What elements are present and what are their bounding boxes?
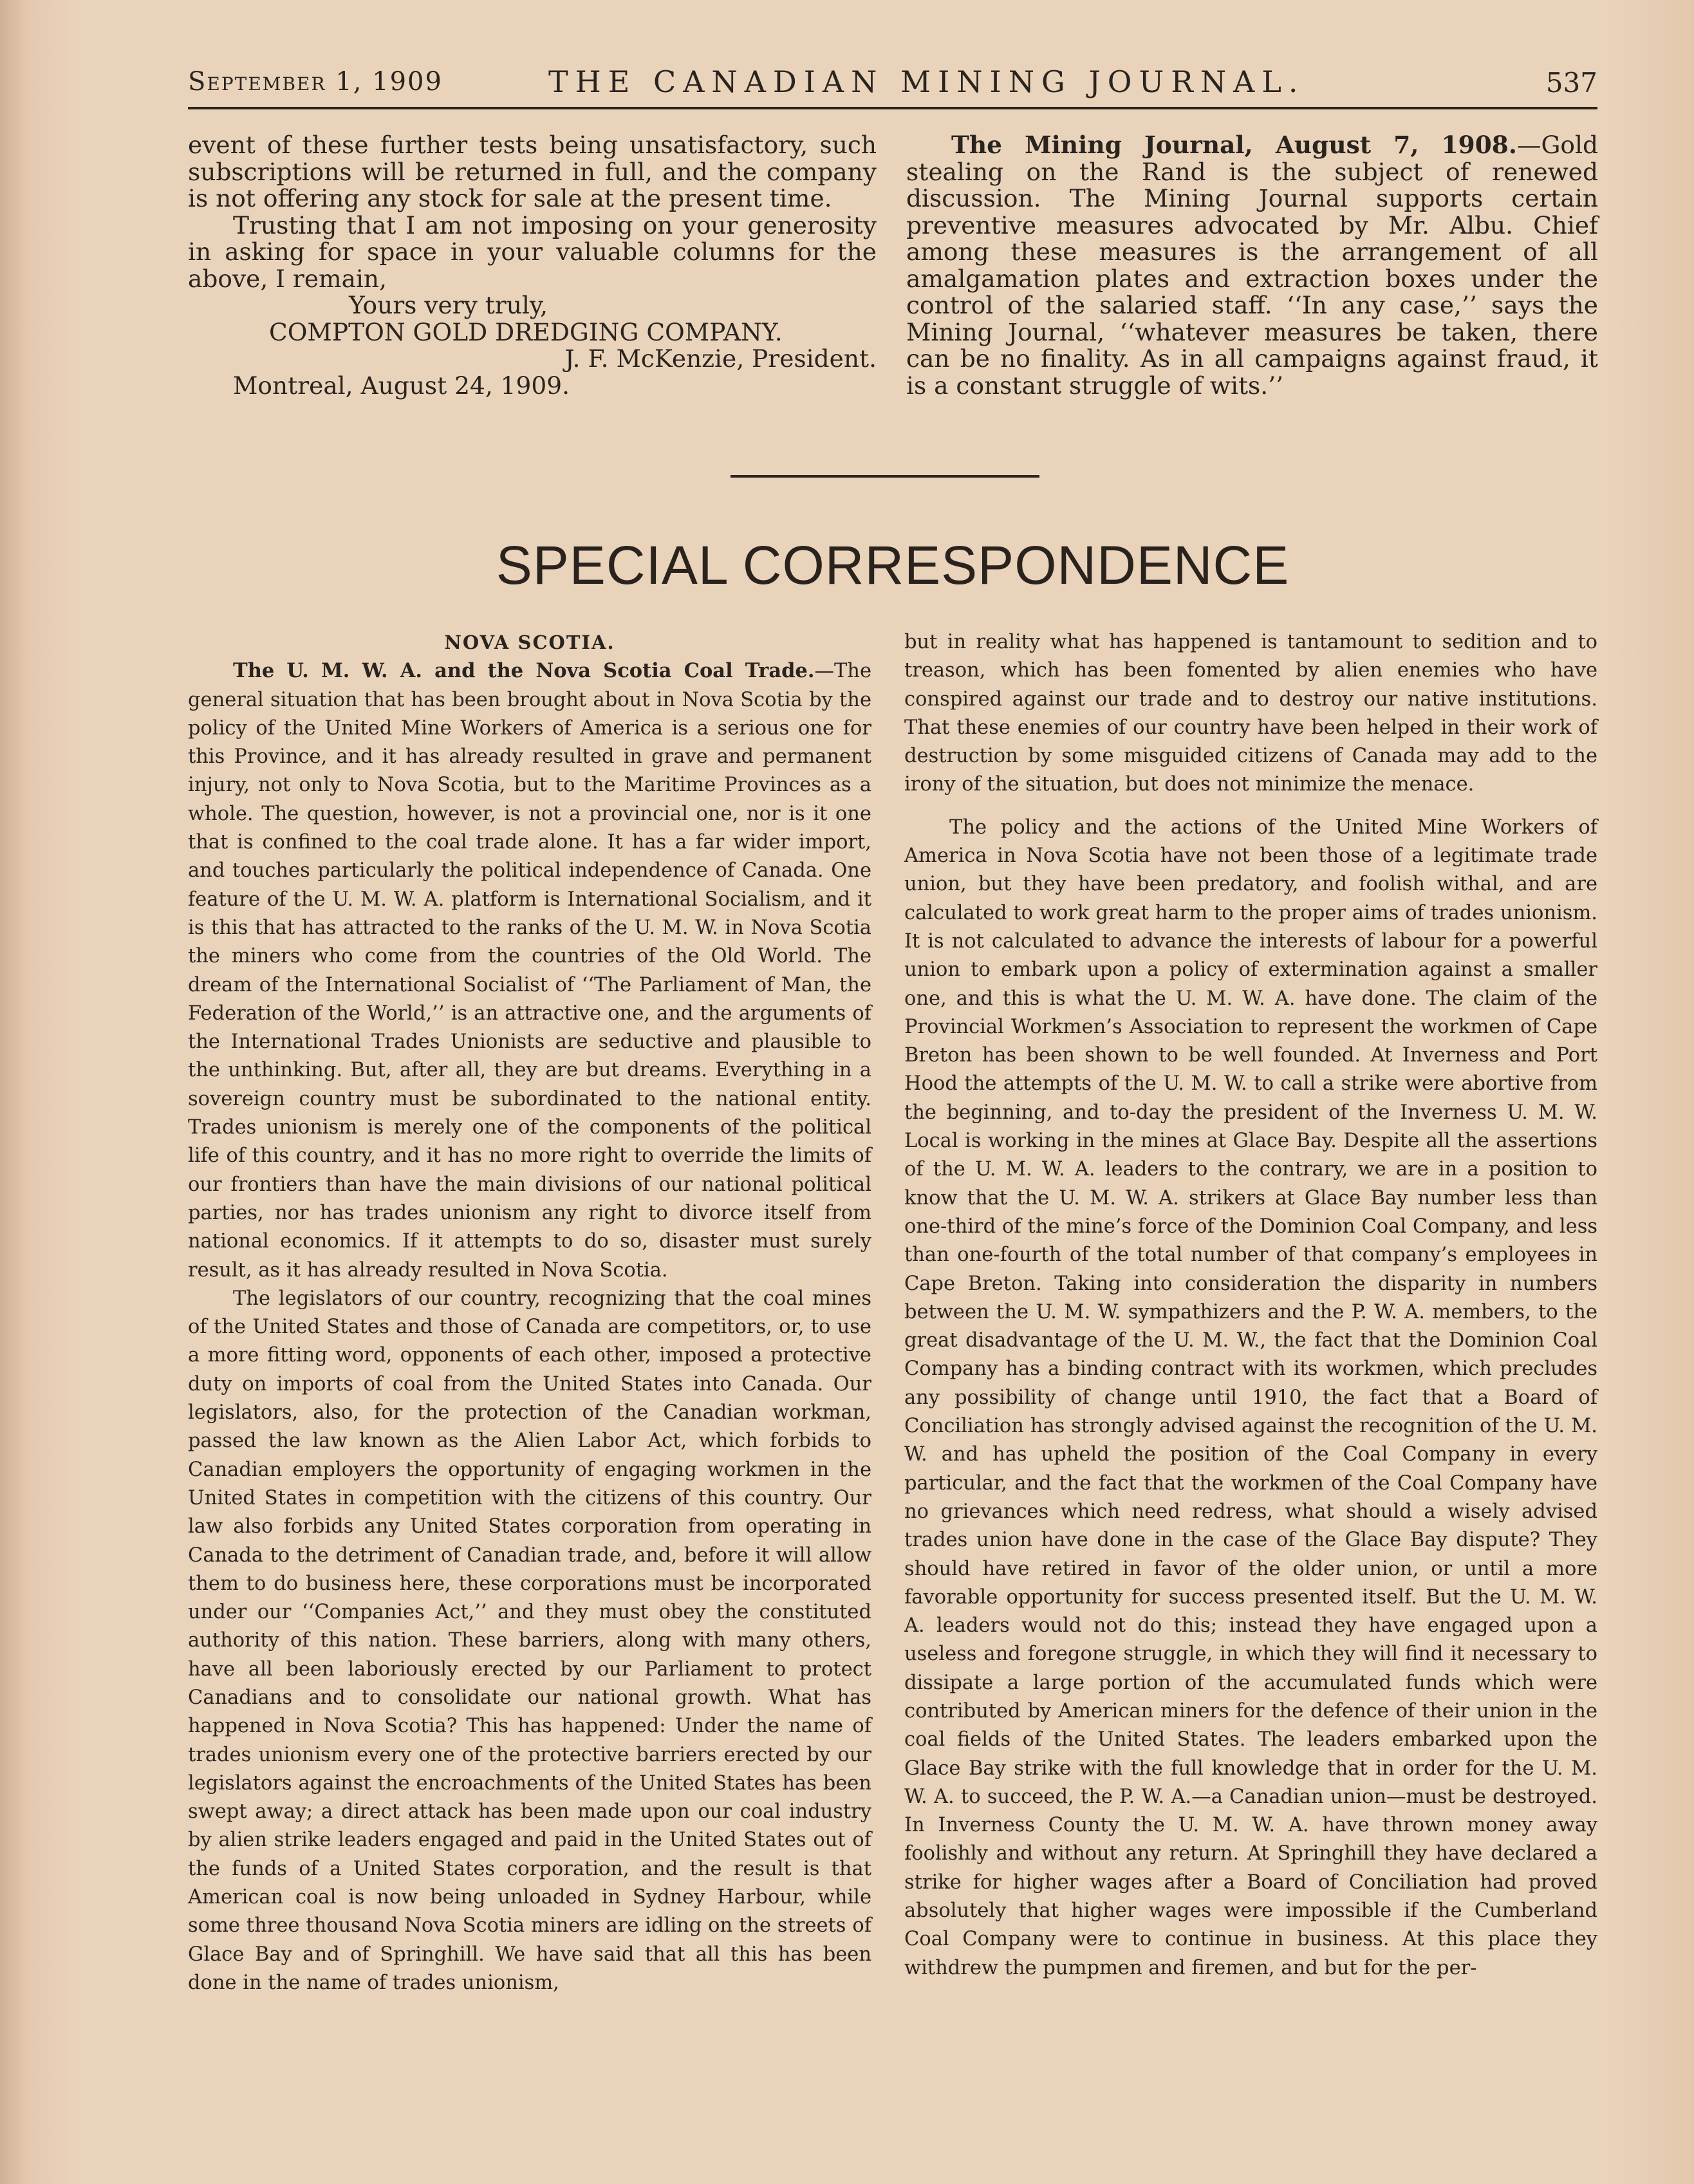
article-column-right — [904, 628, 1597, 1983]
section-title: SPECIAL CORRESPONDENCE — [496, 535, 1290, 595]
section-divider — [731, 475, 1039, 478]
article-column-left — [188, 628, 871, 1997]
press-extract — [906, 132, 1598, 399]
article-text: —The general situation that has been brought about in Nova Scotia by the policy of the United Mine Workers of America is a serious one for this Province, and it has already resulted in grave and permanent injury, not only to Nova Scotia, but to the Maritime Provinces as a whole. The question, however, is not a provincial one, nor is it one that is confined to the coal trade alone. It has a far wider import, and touches particularly the political independence of Canada. One feature of the U. M. W. A. platform is International Socialism, and it is this that has attracted to the ranks of the U. M. W. in Nova Scotia the miners who come from the countries of the Old World. The dream of the International Socialist of ‘‘The Parliament of Man, the Federation of the World,’’ is an attractive one, and the arguments of the International Trades Unionists are seductive and plausible to the unthinking. But, after all, they are but dreams. Everything in a sovereign country must be subordinated to the national entity. Trades unionism is merely one of the components of the political life of this country, and it has no more right to override the limits of our frontiers than have the main divisions of our national political parties, nor has trades unionism any right to divorce itself from national economics. If it attempts to do so, disaster must surely result, as it has already resulted in Nova Scotia. — [188, 660, 871, 1282]
article-region-heading: NOVA SCOTIA. — [444, 631, 615, 653]
press-extract-body: —Gold stealing on the Rand is the subject of renewed discussion. The Mining Journal supports certain preventive measures advocated by Mr. Albu. Chief among these measures is the arrangement of all amalgamation plates and extraction boxes under the control of the salaried staff. ‘‘In any case,’’ says the Mining Journal, ‘‘whatever measures be taken, there can be no finality. As in all campaigns against fraud, it is a constant struggle of wits.’’ — [906, 131, 1598, 400]
letter-closing: Yours very truly, — [349, 291, 548, 319]
letter-signer: J. F. McKenzie, President. — [564, 344, 877, 373]
letter-place-date: Montreal, August 24, 1909. — [233, 371, 570, 400]
letter-paragraph: event of these further tests being unsatisfactory, such subscriptions will be returned in full, and the company is not offering any stock for sale at the present time. — [188, 131, 877, 212]
letter-column — [188, 132, 877, 399]
letter-company: COMPTON GOLD DREDGING COMPANY. — [269, 317, 783, 346]
press-extract-column — [906, 132, 1598, 399]
header-date: September 1, 1909 — [188, 67, 443, 97]
article-lead: The U. M. W. A. and the Nova Scotia Coal Trade. — [233, 659, 815, 683]
page-number: 537 — [1545, 67, 1597, 98]
journal-title: THE CANADIAN MINING JOURNAL. — [548, 64, 1305, 99]
article-paragraph: but in reality what has happened is tantamount to sedition and to treason, which has been fomented by alien enemies who have conspired against our trade and to destroy our native institutions. That these enemies of our country have been helped in their work of destruction by some misguided citizens of Canada may add to the irony of the situation, but does not minimize the menace. — [904, 631, 1597, 796]
article-paragraph: The policy and the actions of the United Mine Workers of America in Nova Scotia have not been those of a legitimate trade union, but they have been predatory, and foolish withal, and are calculated to work great harm to the proper aims of trades unionism. It is not calculated to advance the interests of labour for a powerful union to embark upon a policy of extermination against a smaller one, and this is what the U. M. W. A. have done. The claim of the Provincial Workmen’s Association to represent the workmen of Cape Breton has been shown to be well founded. At Inverness and Port Hood the attempts of the U. M. W. to call a strike were abortive from the beginning, and to-day the president of the Inverness U. M. W. Local is working in the mines at Glace Bay. Despite all the assertions of the U. M. W. A. leaders to the contrary, we are in a position to know that the U. M. W. A. strikers at Glace Bay number less than one-third of the mine’s force of the Dominion Coal Company, and less than one-fourth of the total number of that company’s employees in Cape Breton. Taking into consideration the disparity in numbers between the U. M. W. sympathizers and the P. W. A. members, to the great disadvantage of the U. M. W., the fact that the Dominion Coal Company has a binding contract with its workmen, which precludes any possibility of change until 1910, the fact that a Board of Conciliation has strongly advised against the recognition of the U. M. W. and has upheld the position of the Coal Company in every particular, and the fact that the workmen of the Coal Company have no grievances which need redress, what should a wisely advised trades union have done in the case of the Glace Bay dispute? They should have retired in favor of the older union, or until a more favorable opportunity for success presented itself. But the U. M. W. A. leaders would not do this; instead they have engaged upon a useless and foregone struggle, in which they will find it necessary to dissipate a large portion of the accumulated funds which were contributed by American miners for the defence of their union in the coal fields of the United States. The leaders embarked upon the Glace Bay strike with the full knowledge that in order for the U. M. W. A. to succeed, the P. W. A.—a Canadian union—must be destroyed. In Inverness County the U. M. W. A. have thrown money away foolishly and without any return. At Springhill they have declared a strike for higher wages after a Board of Conciliation had proved absolutely that higher wages were impossible if the Cumberland Coal Company were to continue in business. At this place they withdrew the pumpmen and firemen, and but for the per- — [904, 816, 1597, 1979]
letter-paragraph: Trusting that I am not imposing on your generosity in asking for space in your valuable columns for the above, I remain, — [188, 210, 877, 293]
running-header — [188, 62, 1597, 109]
article-paragraph — [188, 657, 871, 1285]
article-paragraph: The legislators of our country, recognizing that the coal mines of the United States and those of Canada are competitors, or, to use a more fitting word, opponents of each other, imposed a protective duty on imports of coal from the United States into Canada. Our legislators, also, for the protection of the Canadian workman, passed the law known as the Alien Labor Act, which forbids to Canadian employers the opportunity of engaging workmen in the United States in competition with the citizens of this country. Our law also forbids any United States corporation from operating in Canada to the detriment of Canadian trade, and, before it will allow them to do business here, these corporations must be incorporated under our ‘‘Companies Act,’’ and they must obey the constituted authority of this nation. These barriers, along with many others, have all been laboriously erected by our Parliament to protect Canadians and to consolidate our national growth. What has happened in Nova Scotia? This has happened: Under the name of trades unionism every one of the protective barriers erected by our legislators against the encroachments of the United States has been swept away; a direct attack has been made upon our coal industry by alien strike leaders engaged and paid in the United States out of the funds of a United States corporation, and the result is that American coal is now being unloaded in Sydney Harbour, while some three thousand Nova Scotia miners are idling on the streets of Glace Bay and of Springhill. We have said that all this has been done in the name of trades unionism, — [188, 1287, 871, 1994]
press-extract-lead: The Mining Journal, August 7, 1908. — [951, 131, 1517, 159]
